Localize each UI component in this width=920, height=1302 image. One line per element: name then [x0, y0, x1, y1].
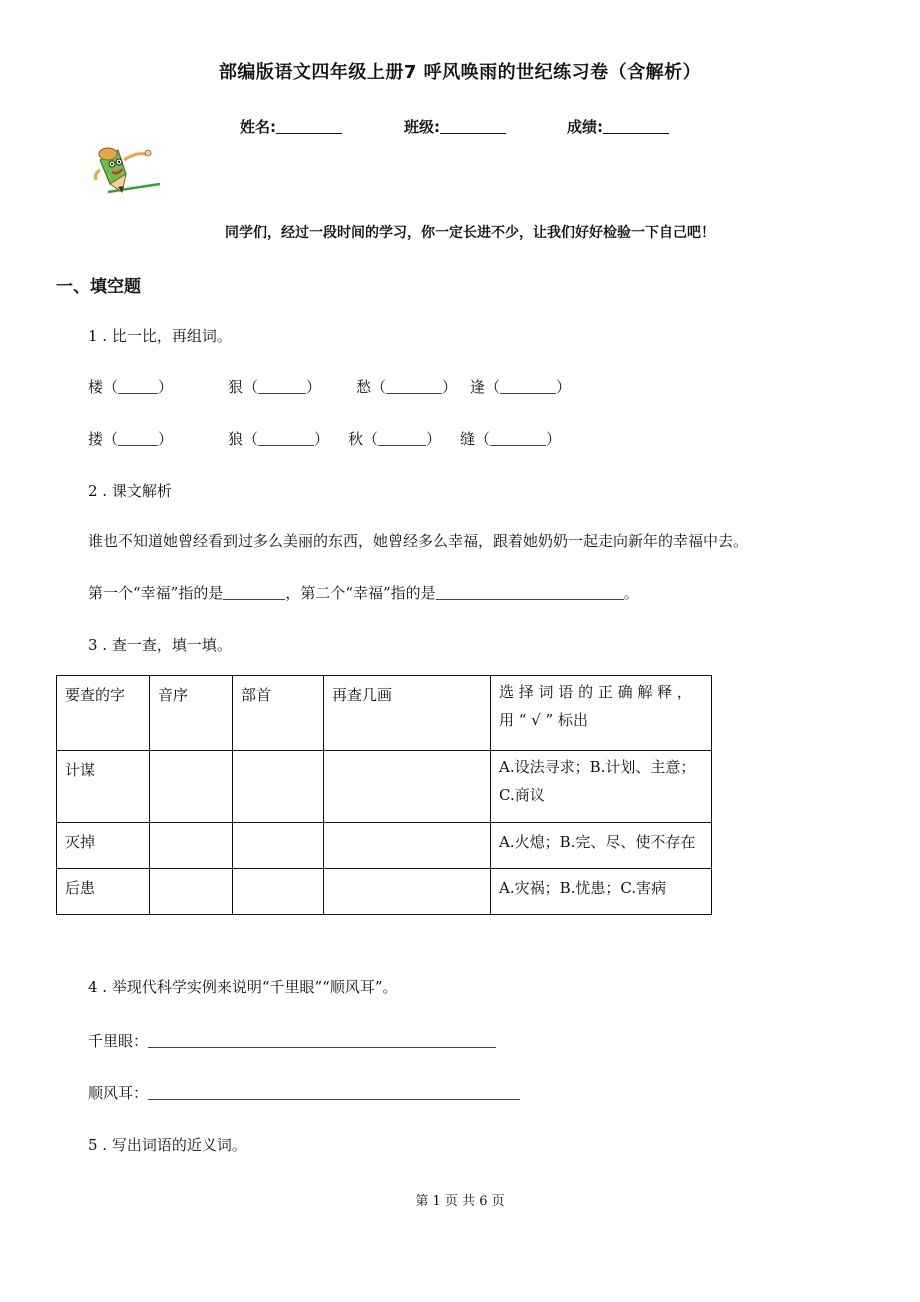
table-header: 音序	[150, 676, 233, 751]
word-pair	[348, 428, 441, 449]
char-close: ）	[556, 378, 572, 396]
word-pair	[228, 428, 329, 449]
char-close: ）	[442, 378, 458, 396]
question-1-label: 1 . 比一比，再组词。	[88, 327, 232, 345]
table-cell: 计谋	[57, 751, 150, 823]
answer-blank[interactable]	[118, 379, 158, 394]
table-row	[57, 751, 712, 823]
intro-text: 同学们，经过一段时间的学习，你一定长进不少，让我们好好检验一下自己吧！	[225, 225, 715, 241]
char-prefix: 逢（	[470, 378, 501, 396]
class-field[interactable]	[404, 116, 506, 137]
char-prefix: 秋（	[348, 430, 379, 448]
question-2-fill	[88, 582, 639, 603]
name-field[interactable]	[240, 116, 342, 137]
char-prefix: 狠（	[228, 378, 259, 396]
fill-text-1: 第一个“幸福”指的是	[88, 584, 224, 602]
table-cell[interactable]	[233, 751, 324, 823]
char-prefix: 狼（	[228, 430, 259, 448]
char-close: ）	[546, 430, 562, 448]
answer-label: 顺风耳：	[88, 1084, 149, 1102]
table-cell[interactable]	[324, 823, 491, 869]
table-cell: 后患	[57, 869, 150, 915]
class-label: 班级:	[404, 118, 440, 136]
question-3-label: 3 . 查一查，填一填。	[88, 636, 232, 654]
table-header: 部首	[233, 676, 324, 751]
answer-blank[interactable]	[378, 431, 426, 446]
char-prefix: 缝（	[460, 430, 491, 448]
answer-label: 千里眼：	[88, 1032, 149, 1050]
table-cell[interactable]	[233, 823, 324, 869]
table-header-row	[57, 676, 712, 751]
score-label: 成绩:	[567, 118, 603, 136]
char-close: ）	[158, 430, 174, 448]
fill-text-2: ，第二个“幸福”指的是	[285, 584, 436, 602]
table-cell[interactable]	[233, 869, 324, 915]
table-row	[57, 823, 712, 869]
table-cell[interactable]	[150, 751, 233, 823]
table-header: 选 择 词 语 的 正 确 解 释 ， 用 “ √ ” 标出	[491, 676, 712, 751]
name-label: 姓名:	[240, 118, 276, 136]
table-cell: A.灾祸；B.忧患；C.害病	[491, 869, 712, 915]
table-cell[interactable]	[324, 869, 491, 915]
answer-blank[interactable]	[223, 585, 285, 600]
question-4-label: 4 . 举现代科学实例来说明“千里眼”“顺风耳”。	[88, 978, 398, 996]
char-close: ）	[306, 378, 322, 396]
passage-text: 谁也不知道她曾经看到过多么美丽的东西，她曾经多么幸福，跟着她奶奶一起走向新年的幸福中去。	[88, 532, 749, 550]
char-prefix: 楼（	[88, 378, 119, 396]
word-pair	[88, 428, 173, 449]
answer-blank[interactable]	[500, 379, 556, 394]
page-title: 部编版语文四年级上册7 呼风唤雨的世纪练习卷（含解析）	[218, 62, 702, 83]
pencil-mascot-icon	[88, 140, 168, 204]
table-header: 再查几画	[324, 676, 491, 751]
table-header: 要查的字	[57, 676, 150, 751]
char-prefix: 愁（	[356, 378, 387, 396]
char-prefix: 搂（	[88, 430, 119, 448]
question-2-label: 2 . 课文解析	[88, 482, 172, 500]
fill-text-end: 。	[623, 584, 639, 602]
answer-blank[interactable]	[148, 1033, 496, 1048]
answer-blank[interactable]	[258, 431, 314, 446]
word-pair	[460, 428, 561, 449]
table-cell: A.设法寻求；B.计划、主意；C.商议	[491, 751, 712, 823]
char-close: ）	[314, 430, 330, 448]
table-row	[57, 869, 712, 915]
class-blank[interactable]	[440, 119, 506, 134]
table-cell[interactable]	[150, 823, 233, 869]
char-close: ）	[158, 378, 174, 396]
table-cell: 灭掉	[57, 823, 150, 869]
table-cell[interactable]	[324, 751, 491, 823]
name-blank[interactable]	[276, 119, 342, 134]
answer-line-b	[88, 1082, 520, 1103]
answer-blank[interactable]	[436, 585, 624, 600]
word-pair	[228, 376, 321, 397]
answer-blank[interactable]	[490, 431, 546, 446]
score-blank[interactable]	[603, 119, 669, 134]
answer-blank[interactable]	[386, 379, 442, 394]
question-5-label: 5 . 写出词语的近义词。	[88, 1136, 247, 1154]
score-field[interactable]	[567, 116, 669, 137]
answer-blank[interactable]	[258, 379, 306, 394]
char-close: ）	[426, 430, 442, 448]
answer-blank[interactable]	[148, 1085, 520, 1100]
word-pair	[88, 376, 173, 397]
section-heading: 一、填空题	[56, 277, 141, 297]
dictionary-table	[56, 675, 712, 915]
answer-line-a	[88, 1030, 496, 1051]
answer-blank[interactable]	[118, 431, 158, 446]
table-cell[interactable]	[150, 869, 233, 915]
word-pair	[356, 376, 457, 397]
word-pair	[470, 376, 571, 397]
page-footer: 第 1 页 共 6 页	[415, 1194, 505, 1209]
table-cell: A.火熄；B.完、尽、使不存在	[491, 823, 712, 869]
